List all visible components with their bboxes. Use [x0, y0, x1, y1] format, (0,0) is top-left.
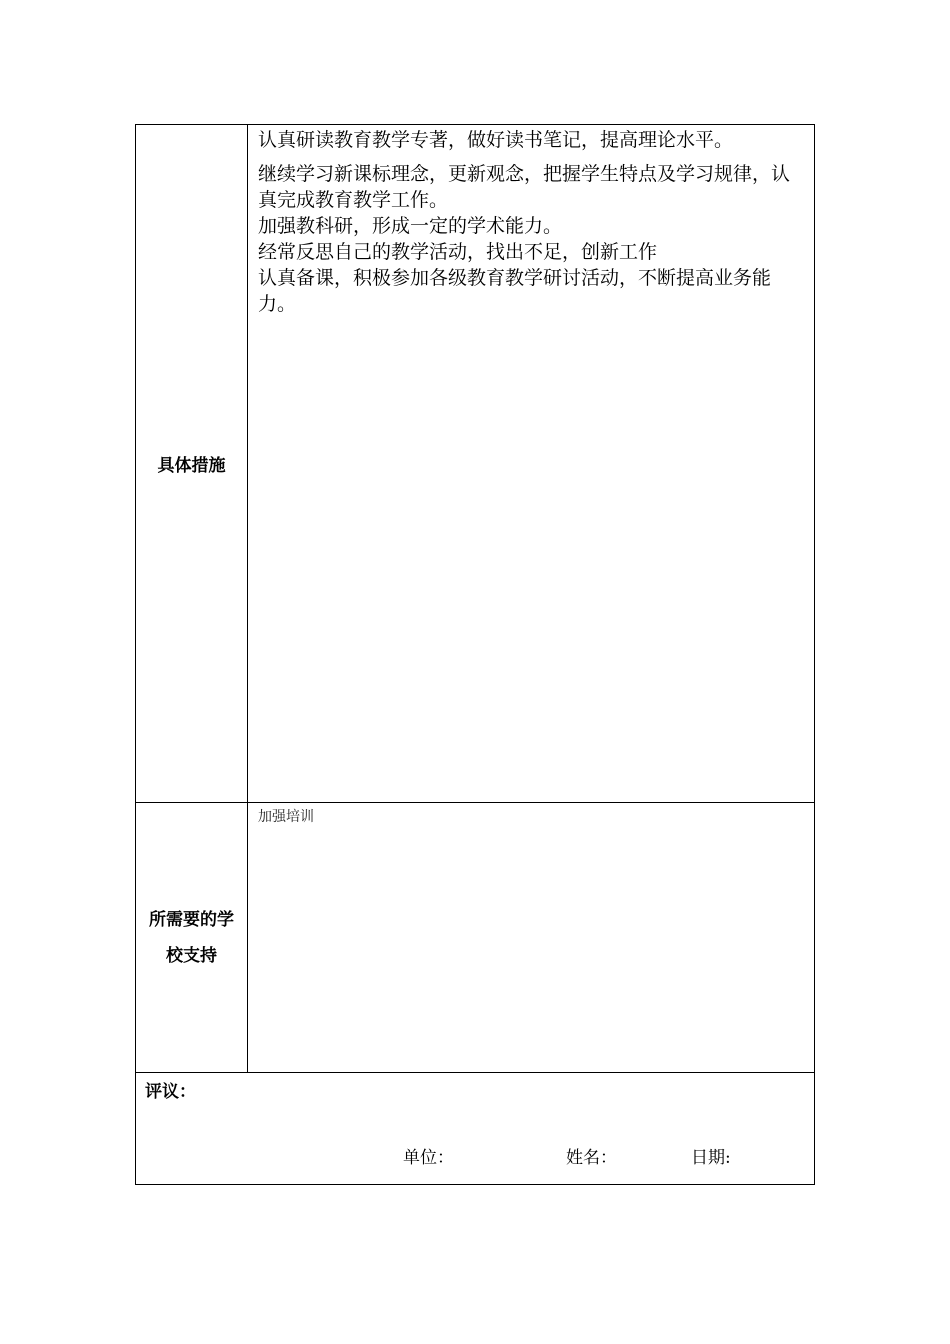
measures-label: 具体措施	[136, 125, 248, 802]
support-text: 加强培训	[258, 809, 314, 825]
name-label: 姓名：	[566, 1148, 617, 1168]
measures-row	[136, 125, 814, 803]
plan-form-table	[135, 124, 815, 1185]
comment-label: 评议：	[145, 1082, 196, 1102]
date-label: 日期:	[691, 1148, 731, 1168]
unit-label: 单位：	[403, 1148, 454, 1168]
measure-line-5: 认真备课，积极参加各级教育教学研讨活动，不断提高业务能力。	[258, 267, 772, 315]
support-label-line-2: 校支持	[166, 945, 217, 966]
support-content[interactable]	[248, 803, 814, 1072]
support-label	[136, 803, 248, 1072]
measure-line-4: 经常反思自己的教学活动，找出不足，创新工作	[258, 241, 658, 263]
measure-line-3: 加强教科研，形成一定的学术能力。	[258, 215, 563, 237]
comment-row[interactable]	[136, 1073, 814, 1184]
measures-content[interactable]	[248, 125, 814, 802]
measure-line-2: 继续学习新课标理念，更新观念，把握学生特点及学习规律，认真完成教育教学工作。	[258, 163, 791, 211]
support-label-line-1: 所需要的学	[149, 909, 234, 930]
support-row	[136, 803, 814, 1073]
measure-line-1: 认真研读教育教学专著，做好读书笔记，提高理论水平。	[258, 129, 734, 151]
